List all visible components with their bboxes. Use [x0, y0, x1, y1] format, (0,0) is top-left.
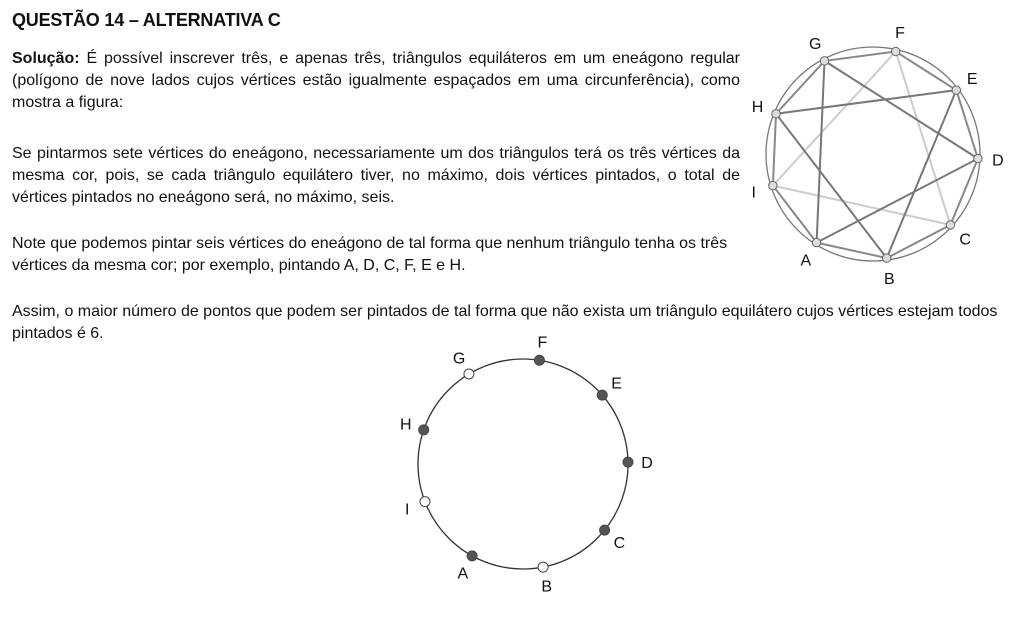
painted-figure-label-d: D	[641, 454, 653, 472]
enneagon-triangles-figure	[746, 14, 1008, 290]
painted-figure-label-a: A	[457, 565, 469, 583]
vertex-g	[820, 57, 828, 65]
painted-figure-label-e: E	[611, 375, 622, 393]
vertex-label-a: A	[800, 252, 812, 270]
solution-label: Solução:	[12, 50, 80, 67]
vertex-h	[772, 110, 780, 118]
vertex-label-f: F	[895, 24, 905, 42]
vertex-d	[974, 154, 982, 162]
vertex-label-h: H	[751, 99, 764, 117]
vertex-f	[892, 47, 900, 55]
painted-vertex-d	[623, 457, 633, 467]
painted-vertex-e	[597, 390, 607, 400]
painted-vertices-figure	[386, 330, 666, 600]
vertex-c	[946, 221, 954, 229]
painted-vertex-a	[467, 551, 477, 561]
solution-text: É possível inscrever três, e apenas três, triângulos equiláteros em um eneágono regular (polígono de nove lados cujos vértices estão igualmente espaçados em uma circunferência), como mostra a figura:	[12, 50, 740, 111]
conclusion-paragraph: Assim, o maior número de pontos que podem ser pintados de tal forma que não exista um triângulo equilátero cujos vértices estejam todos pintados é 6.	[12, 303, 998, 342]
vertex-a	[812, 238, 820, 246]
painted-figure-label-b: B	[541, 578, 552, 596]
question-title: QUESTÃO 14 – ALTERNATIVA C	[12, 10, 281, 30]
painted-figure-label-g: G	[452, 350, 466, 368]
painted-vertex-h	[419, 425, 429, 435]
painted-figure-label-h: H	[399, 416, 412, 434]
painted-figure-label-i: I	[405, 501, 410, 519]
equilateral-triangle-heb	[776, 90, 956, 258]
vertex-b	[883, 254, 891, 262]
painted-figure-label-f: F	[537, 334, 548, 352]
unpainted-vertex-g	[464, 369, 474, 379]
vertex-label-c: C	[959, 231, 971, 249]
vertex-label-g: G	[809, 36, 822, 54]
equilateral-triangle-fci	[773, 52, 951, 225]
solution-paragraph	[12, 48, 740, 114]
painting-circle	[418, 359, 628, 569]
unpainted-vertex-b	[538, 562, 548, 572]
painted-figure-label-c: C	[613, 535, 626, 553]
vertex-label-i: I	[751, 184, 757, 202]
vertex-e	[952, 86, 960, 94]
vertex-label-d: D	[992, 152, 1004, 170]
argument-paragraph: Se pintarmos sete vértices do eneágono, necessariamente um dos triângulos terá os três vértices da mesma cor, pois, se cada triângulo equilátero tiver, no máximo, dois vértices pintados, o total de vértices pintados no eneágono será, no máximo, seis.	[12, 145, 740, 206]
example-paragraph: Note que podemos pintar seis vértices do eneágono de tal forma que nenhum triângulo tenha os três vértices da mesma cor; por exemplo, pintando A, D, C, F, E e H.	[12, 235, 728, 274]
painted-vertex-c	[600, 525, 610, 535]
painted-vertex-f	[534, 355, 544, 365]
vertex-label-e: E	[966, 70, 978, 88]
vertex-label-b: B	[883, 270, 895, 288]
unpainted-vertex-i	[420, 497, 430, 507]
vertex-i	[769, 181, 777, 189]
